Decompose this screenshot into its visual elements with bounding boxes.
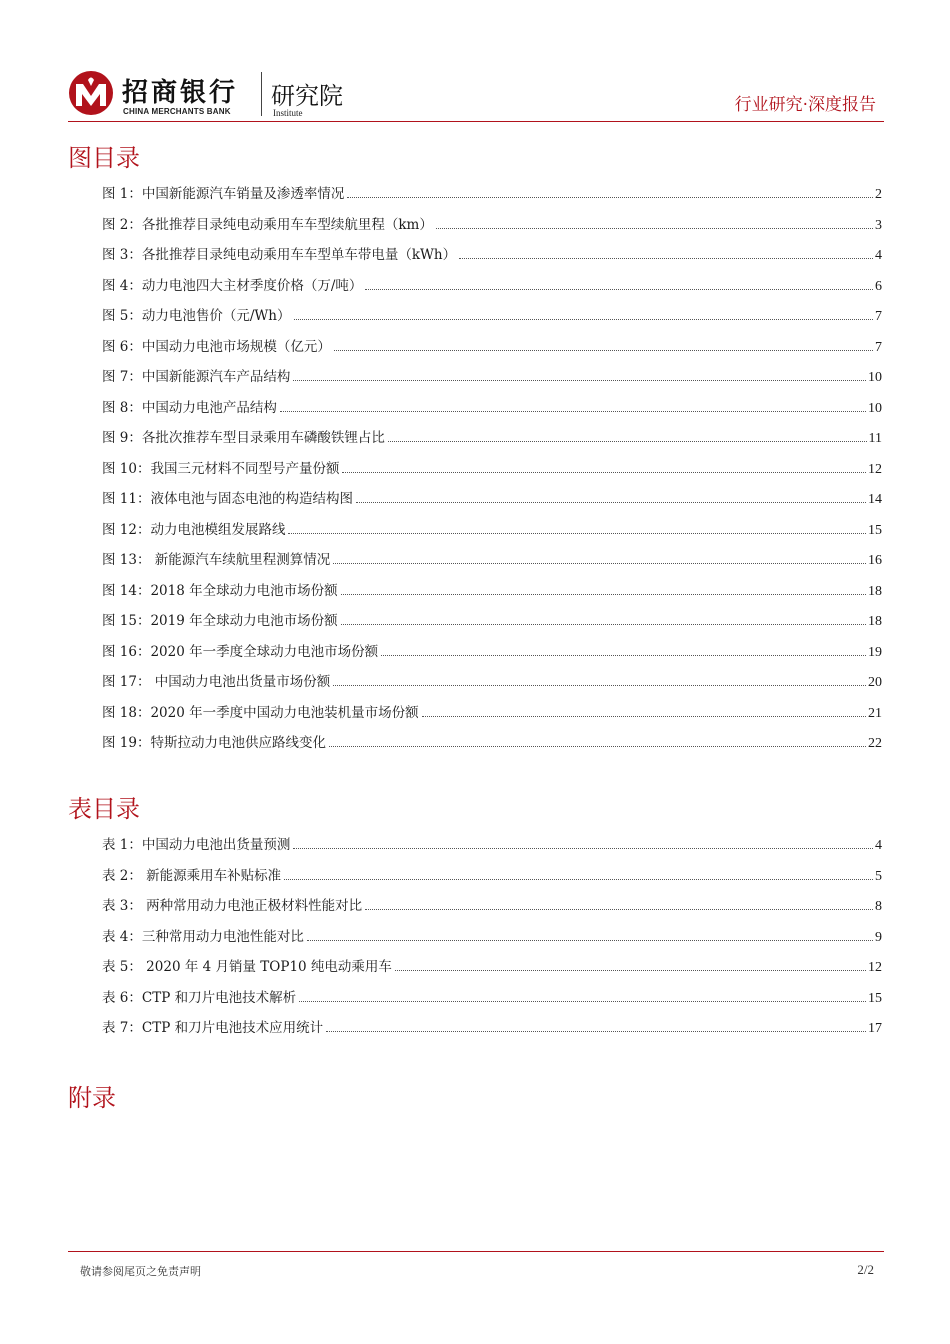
header-divider — [68, 121, 884, 122]
table-index-entry-page: 5 — [875, 868, 882, 884]
figure-index-entry[interactable] — [102, 460, 882, 491]
logo-divider — [261, 72, 262, 116]
figure-index-entry-page: 7 — [875, 339, 882, 355]
cmb-logo-icon — [68, 70, 114, 116]
figure-index-entry[interactable] — [102, 734, 882, 765]
figure-index-entry[interactable] — [102, 704, 882, 735]
figure-index-entry-page: 15 — [868, 522, 882, 538]
figure-index-entry[interactable] — [102, 307, 882, 338]
leader-dots — [395, 970, 866, 971]
leader-dots — [307, 940, 873, 941]
leader-dots — [347, 197, 873, 198]
figure-index-entry[interactable] — [102, 338, 882, 369]
leader-dots — [436, 228, 873, 229]
figure-index-entry[interactable] — [102, 246, 882, 277]
leader-dots — [422, 716, 866, 717]
figure-index-entry-label: 图 16：2020 年一季度全球动力电池市场份额 — [102, 643, 379, 660]
leader-dots — [459, 258, 873, 259]
leader-dots — [326, 1031, 866, 1032]
figure-index-entry[interactable] — [102, 216, 882, 247]
table-index-entry-page: 9 — [875, 929, 882, 945]
figure-index-entry-label: 图 9：各批次推荐车型目录乘用车磷酸铁锂占比 — [102, 430, 385, 446]
figure-index-entry-page: 2 — [875, 187, 882, 202]
logo-text-cn: 招商银行 — [122, 78, 239, 108]
leader-dots — [280, 411, 866, 412]
leader-dots — [293, 380, 866, 381]
figure-index-entry[interactable] — [102, 643, 882, 674]
figure-index-list — [102, 185, 882, 765]
table-index-entry[interactable] — [102, 928, 882, 959]
figure-index-entry-label: 图 12：动力电池模组发展路线 — [102, 521, 286, 538]
leader-dots — [284, 879, 873, 880]
report-type: 行业研究·深度报告 — [734, 95, 876, 115]
figure-index-entry-page: 6 — [875, 278, 882, 294]
figure-index-entry-label: 图 11：液体电池与固态电池的构造结构图 — [102, 491, 353, 507]
figure-index-entry-label: 图 10：我国三元材料不同型号产量份额 — [102, 460, 340, 477]
table-index-entry-label: 表 6：CTP 和刀片电池技术解析 — [102, 989, 297, 1006]
figure-index-entry-label: 图 7：中国新能源汽车产品结构 — [102, 369, 291, 385]
figure-index-entry-page: 20 — [868, 675, 882, 690]
leader-dots — [288, 533, 866, 534]
table-index-entry-label: 表 4：三种常用动力电池性能对比 — [102, 928, 304, 945]
table-index-entry[interactable] — [102, 1019, 882, 1050]
leader-dots — [365, 289, 873, 290]
figure-index-entry-page: 16 — [868, 553, 882, 568]
figure-index-entry-page: 3 — [875, 217, 882, 233]
figure-index-entry[interactable] — [102, 612, 882, 643]
figure-index-entry-label: 图 1：中国新能源汽车销量及渗透率情况 — [102, 186, 345, 202]
figure-index-entry-label: 图 6：中国动力电池市场规模（亿元） — [102, 338, 331, 355]
figure-index-entry-page: 10 — [868, 370, 882, 385]
page-number: 2/2 — [857, 1262, 874, 1277]
table-index-entry-label: 表 3： 两种常用动力电池正极材料性能对比 — [102, 898, 363, 914]
logo-text-en: CHINA MERCHANTS BANK — [123, 107, 231, 116]
leader-dots — [293, 848, 873, 849]
figure-index-entry-label: 图 15：2019 年全球动力电池市场份额 — [102, 613, 338, 629]
table-index-title: 表目录 — [68, 795, 140, 823]
leader-dots — [381, 655, 866, 656]
leader-dots — [299, 1001, 866, 1002]
figure-index-entry-page: 22 — [868, 736, 882, 751]
table-index-entry-page: 4 — [875, 838, 882, 853]
leader-dots — [342, 472, 866, 473]
table-index-entry-label: 表 2： 新能源乘用车补贴标准 — [102, 867, 282, 884]
figure-index-entry[interactable] — [102, 521, 882, 552]
leader-dots — [341, 594, 866, 595]
leader-dots — [341, 624, 866, 625]
figure-index-entry-page: 21 — [868, 705, 882, 721]
table-index-entry-page: 12 — [868, 960, 882, 975]
table-index-entry[interactable] — [102, 897, 882, 928]
table-index-entry-label: 表 5： 2020 年 4 月销量 TOP10 纯电动乘用车 — [102, 959, 392, 975]
appendix-title: 附录 — [68, 1084, 116, 1112]
figure-index-entry[interactable] — [102, 185, 882, 216]
leader-dots — [333, 563, 866, 564]
figure-index-entry-label: 图 4：动力电池四大主材季度价格（万/吨） — [102, 277, 363, 294]
figure-index-entry-page: 11 — [868, 431, 882, 446]
figure-index-entry-label: 图 14：2018 年全球动力电池市场份额 — [102, 582, 338, 599]
table-index-entry-page: 15 — [868, 990, 882, 1006]
figure-index-entry-page: 19 — [868, 644, 882, 660]
figure-index-entry-page: 12 — [868, 461, 882, 477]
table-index-entry-page: 8 — [875, 899, 882, 914]
figure-index-entry-label: 图 2：各批推荐目录纯电动乘用车车型续航里程（km） — [102, 216, 433, 233]
figure-index-entry-page: 14 — [868, 492, 882, 507]
figure-index-entry-label: 图 13： 新能源汽车续航里程测算情况 — [102, 552, 331, 568]
footer-divider — [68, 1251, 884, 1252]
footer-disclaimer: 敬请参阅尾页之免责声明 — [80, 1265, 201, 1278]
leader-dots — [334, 350, 873, 351]
figure-index-entry[interactable] — [102, 551, 882, 582]
leader-dots — [294, 319, 874, 320]
table-index-entry-label: 表 7：CTP 和刀片电池技术应用统计 — [102, 1020, 324, 1036]
figure-index-entry[interactable] — [102, 429, 882, 460]
figure-index-entry[interactable] — [102, 399, 882, 430]
table-index-list — [102, 836, 882, 1050]
figure-index-entry-page: 18 — [868, 583, 882, 599]
institute-name-en: Institute — [273, 108, 303, 118]
figure-index-entry-label: 图 8：中国动力电池产品结构 — [102, 399, 277, 416]
figure-index-entry[interactable] — [102, 582, 882, 613]
figure-index-entry-page: 18 — [868, 614, 882, 629]
figure-index-entry-page: 10 — [868, 400, 882, 416]
figure-index-title: 图目录 — [68, 144, 140, 172]
leader-dots — [365, 909, 873, 910]
figure-index-entry[interactable] — [102, 490, 882, 521]
leader-dots — [388, 441, 867, 442]
figure-index-entry-label: 图 18：2020 年一季度中国动力电池装机量市场份额 — [102, 704, 419, 721]
figure-index-entry-label: 图 17： 中国动力电池出货量市场份额 — [102, 674, 331, 690]
figure-index-entry-page: 7 — [875, 309, 882, 324]
page-header — [68, 66, 886, 122]
institute-name: 研究院 — [271, 82, 343, 110]
table-index-entry[interactable] — [102, 989, 882, 1020]
table-index-entry-label: 表 1：中国动力电池出货量预测 — [102, 837, 291, 853]
figure-index-entry[interactable] — [102, 368, 882, 399]
leader-dots — [356, 502, 866, 503]
figure-index-entry-label: 图 3：各批推荐目录纯电动乘用车车型单车带电量（kWh） — [102, 247, 457, 263]
leader-dots — [333, 685, 866, 686]
figure-index-entry-label: 图 19：特斯拉动力电池供应路线变化 — [102, 735, 326, 751]
figure-index-entry[interactable] — [102, 673, 882, 704]
figure-index-entry[interactable] — [102, 277, 882, 308]
table-index-entry-page: 17 — [868, 1021, 882, 1036]
figure-index-entry-label: 图 5：动力电池售价（元/Wh） — [102, 308, 291, 324]
table-index-entry[interactable] — [102, 958, 882, 989]
table-index-entry[interactable] — [102, 836, 882, 867]
figure-index-entry-page: 4 — [875, 248, 882, 263]
leader-dots — [329, 746, 866, 747]
table-index-entry[interactable] — [102, 867, 882, 898]
